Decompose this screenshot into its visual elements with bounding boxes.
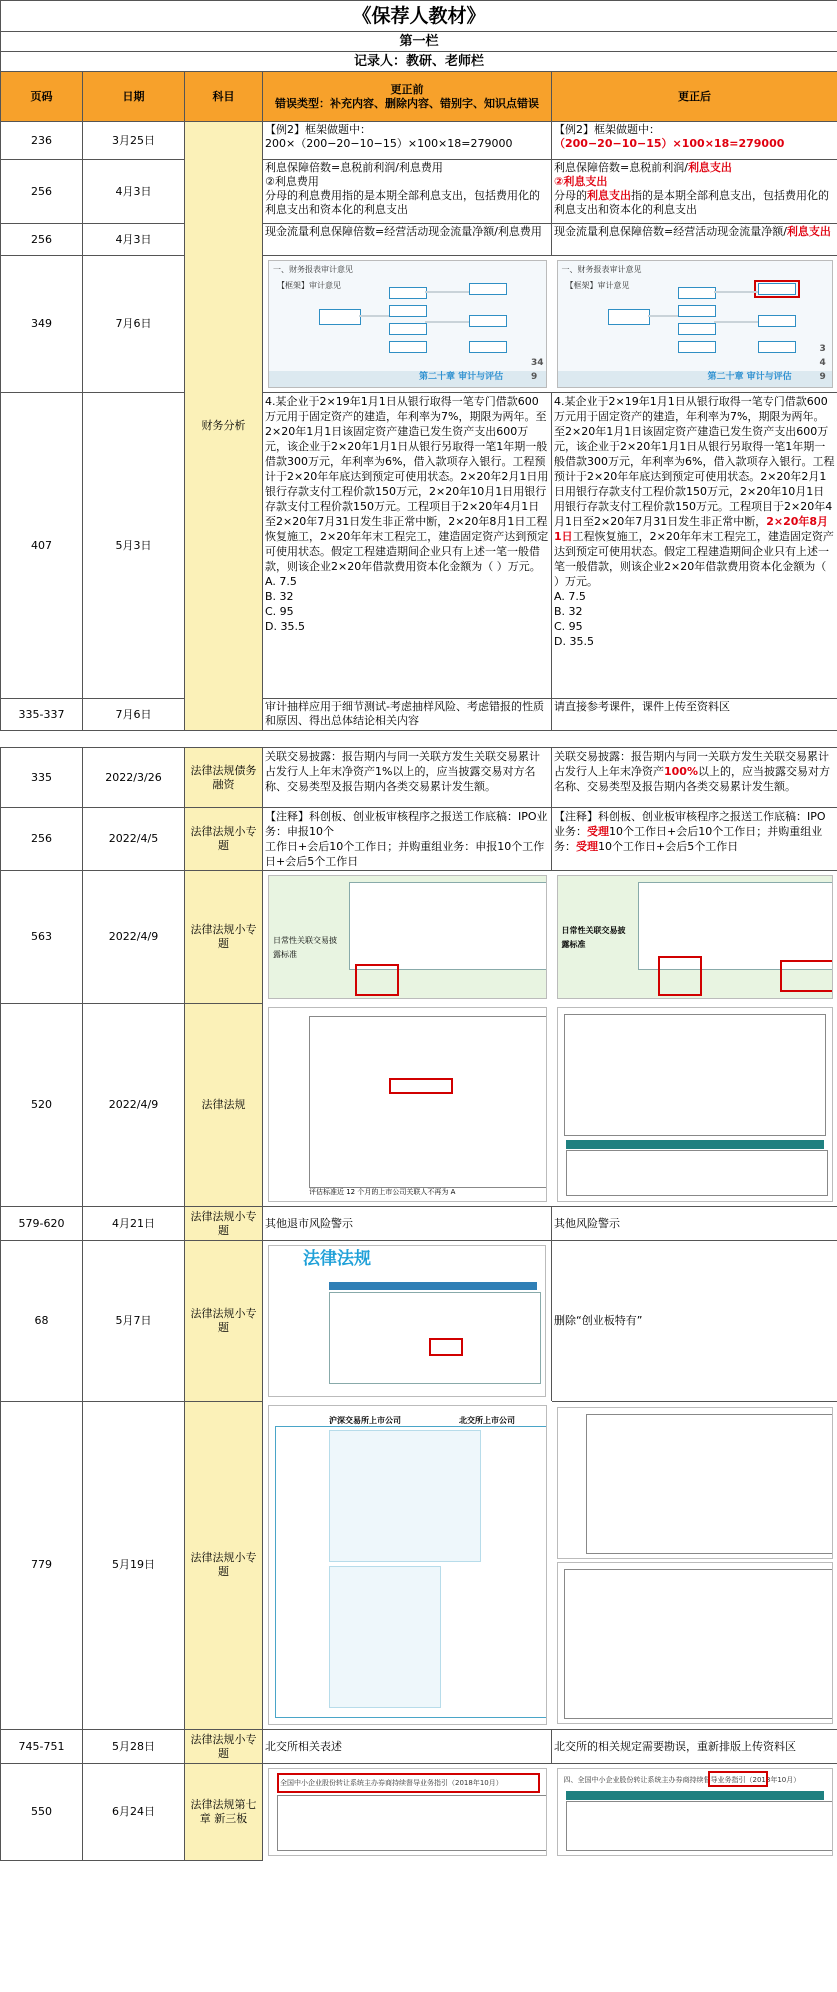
after-red-text: 100% — [664, 765, 698, 778]
recorder-label: 记录人：教研、老师栏 — [1, 52, 837, 72]
highlight-box — [355, 964, 399, 996]
cell-page: 520 — [1, 1003, 83, 1207]
cell-date: 2022/4/9 — [83, 1003, 185, 1207]
after-text: 利息保障倍数=息税前利润/ — [554, 161, 688, 174]
screenshot-table-header — [329, 1282, 537, 1290]
diagram-connector — [359, 315, 389, 317]
cell-after-image — [552, 1764, 837, 1861]
table-row — [1, 808, 837, 871]
screenshot-title: 全国中小企业股份转让系统主办券商持续督导业务指引（2018年10月） — [277, 1773, 540, 1793]
document-screenshot — [268, 1405, 547, 1725]
diagram-node — [389, 287, 427, 299]
after-text: 指的是本期全部利息支出，包括费用化的利息支出和资本化的利息支出 — [554, 189, 829, 216]
screenshot-cell — [329, 1430, 481, 1562]
cell-after — [552, 748, 837, 808]
table-row — [1, 122, 837, 160]
cell-page: 256 — [1, 224, 83, 256]
cell-date: 5月28日 — [83, 1730, 185, 1764]
page-number-caption: 349 — [819, 344, 826, 382]
after-text: 10个工作日+会后10个工作日；并购重组业务： — [554, 825, 823, 853]
diagram-node — [389, 323, 427, 335]
cell-date: 4月21日 — [83, 1207, 185, 1241]
cell-after: 其他风险警示 — [552, 1207, 837, 1241]
screenshot-title: 四、全国中小企业股份转让系统主办券商持续督导业务指引（2018年10月） — [563, 1776, 801, 1784]
diagram-node — [319, 309, 361, 325]
cell-before: 关联交易披露：报告期内与同一关联方发生关联交易累计占发行人上年末净资产1%以上的，应当披露交易对方名称、交易类型及报告期内各类交易累计发生额。 — [263, 748, 552, 808]
cell-page: 236 — [1, 122, 83, 160]
cell-after — [552, 393, 837, 699]
question-text: 4.某企业于2×19年1月1日从银行取得一笔专门借款600万元用于固定资产的建造，年利率为7%，期限为两年。至2×20年1月1日该固定资产建造已发生资产支出600万元，该企业于2×20年1月1日从银行另取得一笔1年期一般借款300万元，年利率为6%，借入款项存入银行。工程预计于2×20年年底达到预定可使用状态。2×20年2月1日用银行存款支付工程价款150万元，2×20年10月1日用银行存款支付工程价款150万元。工程项目于2×20年4月1日至2×20年7月31日发生非正常中断，2×20年8月1日工程恢复施工，2×20年年末工程完工，建造固定资产达到预定可使用状态。假定工程建造期间企业只有上述一笔一般借款，则该企业2×20年借款费用资本化金额为（ ）万元。 — [265, 395, 549, 573]
document-screenshot — [557, 1562, 833, 1724]
cell-page: 335 — [1, 748, 83, 808]
cell-before-image — [263, 1764, 552, 1861]
question-text — [554, 394, 835, 589]
cell-date: 7月6日 — [83, 256, 185, 393]
after-red-text: 利息支出 — [587, 189, 631, 202]
cell-page: 579-620 — [1, 1207, 83, 1241]
cell-page: 779 — [1, 1401, 83, 1730]
after-red-text: 受理 — [587, 825, 609, 838]
cell-before: 其他退市风险警示 — [263, 1207, 552, 1241]
after-red-text: （200−20−10−15）×100×18=279000 — [554, 137, 785, 150]
screenshot-cell — [329, 1566, 441, 1708]
highlight-box — [429, 1338, 463, 1356]
diagram-connector — [425, 321, 469, 323]
cell-date: 4月3日 — [83, 160, 185, 224]
header-before — [263, 72, 552, 122]
option-d: D. 35.5 — [265, 620, 305, 633]
after-text: 分母的 — [554, 189, 587, 202]
table-row — [1, 748, 837, 808]
option-a: A. 7.5 — [265, 575, 297, 588]
cell-page: 335-337 — [1, 699, 83, 731]
after-text: 现金流量利息保障倍数=经营活动现金流量净额/ — [554, 225, 787, 238]
document-screenshot — [268, 1768, 547, 1856]
screenshot-table — [564, 1014, 826, 1136]
cell-after — [552, 808, 837, 871]
cell-page: 68 — [1, 1241, 83, 1402]
cell-after: 请直接参考课件，课件上传至资料区 — [552, 699, 837, 731]
banner-title: 法律法规 — [303, 1249, 371, 1269]
screenshot-table — [566, 1801, 833, 1851]
cell-before-image — [263, 1003, 552, 1207]
cell-date: 3月25日 — [83, 122, 185, 160]
screenshot-table-header — [566, 1140, 824, 1149]
after-red-text: 2×20年8月1日 — [554, 515, 829, 543]
cell-after — [552, 122, 837, 160]
cell-after — [552, 224, 837, 256]
diagram-node — [389, 305, 427, 317]
cell-date: 2022/4/9 — [83, 871, 185, 1004]
cell-subject: 法律法规第七章 新三板 — [185, 1764, 263, 1861]
cell-page: 550 — [1, 1764, 83, 1861]
after-red-text: ②利息支出 — [554, 175, 608, 188]
after-text: 以上的，应当披露交易对方名称、交易类型及报告期内各类交易累计发生额。 — [554, 765, 830, 793]
cell-date: 5月3日 — [83, 393, 185, 699]
highlight-box — [780, 960, 833, 992]
screenshot-table — [586, 1414, 833, 1554]
cell-date: 7月6日 — [83, 699, 185, 731]
screenshot-table — [564, 1569, 833, 1719]
after-text: 4.某企业于2×19年1月1日从银行取得一笔专门借款600万元用于固定资产的建造，年利率为7%，期限为两年。至2×20年1月1日该固定资产建造已发生资产支出600万元，该企业于2×20年1月1日从银行另取得一笔1年期一般借款300万元，年利率为6%，借入款项存入银行。工程预计于2×20年年底达到预定可使用状态。2×20年2月1日用银行存款支付工程价款150万元，2×20年10月1日用银行存款支付工程价款150万元。工程项目于2×20年4月1日至2×20年7月31日发生非正常中断， — [554, 395, 835, 528]
table-row — [1, 256, 837, 393]
document-screenshot — [268, 1007, 547, 1202]
cell-before-image — [263, 871, 552, 1004]
cell-before-image — [263, 256, 552, 393]
diagram-connector — [425, 291, 469, 293]
after-text: 【例2】框架做题中： — [554, 123, 660, 136]
cell-before: 【例2】框架做题中： 200×（200−20−10−15）×100×18=279000 — [263, 122, 552, 160]
screenshot-label: 日常性关联交易披露标准 — [273, 936, 337, 959]
table-row — [1, 871, 837, 1004]
cell-subject: 法律法规小专题 — [185, 1241, 263, 1402]
cell-after: 北交所的相关规定需要勘误，重新排版上传资料区 — [552, 1730, 837, 1764]
screenshot-col-header: 北交所上市公司 — [459, 1416, 515, 1425]
table-screenshot — [268, 875, 547, 999]
screenshot-heading: 一、财务报表审计意见 — [273, 265, 353, 274]
table-row — [1, 1207, 837, 1241]
table-row — [1, 1730, 837, 1764]
diagram-connector — [648, 315, 678, 317]
after-red-text: 利息支出 — [786, 225, 831, 238]
diagram-connector — [714, 291, 758, 293]
option-c: C. 95 — [554, 620, 583, 633]
cell-before: 审计抽样应用于细节测试-考虑抽样风险、考虑错报的性质和原因、得出总体结论相关内容 — [263, 699, 552, 731]
cell-subject: 法律法规小专题 — [185, 1401, 263, 1730]
document-screenshot — [557, 1007, 833, 1202]
cell-before-image — [263, 1241, 552, 1402]
after-line — [554, 189, 835, 217]
cell-after-image — [552, 256, 837, 393]
after-text: 10个工作日+会后5个工作日 — [598, 840, 739, 853]
cell-page: 256 — [1, 808, 83, 871]
screenshot-table — [277, 1795, 547, 1851]
column-label: 第一栏 — [1, 32, 837, 52]
screenshot-frame: 【框架】审计意见 — [565, 281, 630, 290]
chapter-caption: 第二十章 审计与评估 — [419, 372, 504, 382]
cell-subject: 法律法规小专题 — [185, 808, 263, 871]
diagram-node — [469, 283, 507, 295]
diagram-node — [758, 341, 796, 353]
mindmap-screenshot — [268, 260, 547, 388]
cell-date: 2022/3/26 — [83, 748, 185, 808]
table-row — [1, 699, 837, 731]
cell-after-image — [552, 1401, 837, 1730]
diagram-node — [469, 341, 507, 353]
cell-subject: 法律法规小专题 — [185, 1730, 263, 1764]
cell-subject: 法律法规小专题 — [185, 871, 263, 1004]
cell-date: 5月19日 — [83, 1401, 185, 1730]
cell-before: 利息保障倍数=息税前利润/利息费用 ②利息费用 分母的利息费用指的是本期全部利息支出，包括费用化的利息支出和资本化的利息支出 — [263, 160, 552, 224]
screenshot-table — [566, 1150, 828, 1196]
option-b: B. 32 — [265, 590, 294, 603]
cell-page: 563 — [1, 871, 83, 1004]
cell-subject: 法律法规 — [185, 1003, 263, 1207]
cell-before: 现金流量利息保障倍数=经营活动现金流量净额/利息费用 — [263, 224, 552, 256]
chapter-caption: 第二十章 审计与评估 — [707, 372, 792, 382]
option-c: C. 95 — [265, 605, 294, 618]
cell-page: 407 — [1, 393, 83, 699]
table-screenshot — [557, 875, 833, 999]
screenshot-table — [309, 1016, 547, 1188]
screenshot-table — [349, 882, 547, 970]
after-text: 关联交易披露：报告期内与同一关联方发生关联交易累计占发行人上年末净资产 — [554, 750, 829, 778]
cell-before-image — [263, 1401, 552, 1730]
screenshot-frame: 【框架】审计意见 — [277, 281, 341, 290]
cell-before — [263, 393, 552, 699]
after-text: 【注释】科创板、创业板审核程序之报送工作底稿：IPO业务： — [554, 810, 826, 838]
cell-before: 北交所相关表述 — [263, 1730, 552, 1764]
option-d: D. 35.5 — [554, 635, 594, 648]
page-number-caption: 349 — [531, 358, 544, 382]
cell-page: 256 — [1, 160, 83, 224]
cell-after: 删除“创业板特有” — [552, 1241, 837, 1402]
table-row — [1, 1241, 837, 1402]
cell-page: 349 — [1, 256, 83, 393]
cell-date: 2022/4/5 — [83, 808, 185, 871]
subject-text: 财务分析 — [201, 419, 246, 432]
mindmap-screenshot — [557, 260, 833, 388]
highlight-box — [658, 956, 702, 996]
screenshot-footer — [269, 371, 546, 387]
diagram-node — [678, 323, 716, 335]
header-before-subtitle: 错误类型：补充内容、删除内容、错别字、知识点错误 — [275, 96, 539, 110]
header-subject: 科目 — [185, 72, 263, 122]
screenshot-label: 日常性关联交易披露标准 — [561, 926, 626, 949]
table-row — [1, 393, 837, 699]
option-b: B. 32 — [554, 605, 583, 618]
cell-subject: 法律法规小专题 — [185, 1207, 263, 1241]
cell-page: 745-751 — [1, 1730, 83, 1764]
document-screenshot — [557, 1768, 833, 1856]
diagram-node — [469, 315, 507, 327]
document-screenshot — [557, 1407, 833, 1559]
table-row — [1, 1401, 837, 1730]
section-gap — [1, 731, 837, 748]
cell-after-image — [552, 1003, 837, 1207]
cell-after — [552, 160, 837, 224]
diagram-node — [678, 305, 716, 317]
table-row — [1, 1003, 837, 1207]
after-red-text: 受理 — [576, 840, 598, 853]
cell-subject — [185, 122, 263, 731]
diagram-node — [608, 309, 650, 325]
screenshot-col-header: 沪深交易所上市公司 — [329, 1416, 401, 1425]
highlight-box — [708, 1771, 768, 1787]
table-row — [1, 1764, 837, 1861]
cell-after-image — [552, 871, 837, 1004]
option-a: A. 7.5 — [554, 590, 586, 603]
header-page: 页码 — [1, 72, 83, 122]
document-screenshot — [268, 1245, 546, 1397]
highlight-box — [754, 280, 800, 298]
cell-before: 【注释】科创板、创业板审核程序之报送工作底稿：IPO业务：申报10个 工作日+会后10个工作日；并购重组业务：申报10个工作日+会后5个工作日 — [263, 808, 552, 871]
document-title: 《保荐人教材》 — [1, 1, 837, 32]
after-red-text: 利息支出 — [687, 161, 732, 174]
highlight-box — [389, 1078, 453, 1094]
header-after: 更正后 — [552, 72, 837, 122]
screenshot-heading: 一、财务报表审计意见 — [561, 265, 642, 274]
header-before-title: 更正前 — [390, 82, 424, 96]
after-text: 工程恢复施工，2×20年年末工程完工，建造固定资产达到预定可使用状态。假定工程建造期间企业只有上述一笔一般借款，则该企业2×20年借款费用资本化金额为（ ）万元。 — [554, 530, 834, 588]
screenshot-table-header — [566, 1791, 824, 1800]
screenshot-footnote: 评估标准近 12 个月的上市公司关联人不再为 A — [309, 1188, 456, 1196]
diagram-connector — [714, 321, 758, 323]
diagram-node — [678, 287, 716, 299]
cell-date: 5月7日 — [83, 1241, 185, 1402]
table-row — [1, 160, 837, 224]
diagram-node — [678, 341, 716, 353]
cell-date: 4月3日 — [83, 224, 185, 256]
table-row — [1, 224, 837, 256]
diagram-node — [758, 315, 796, 327]
header-date: 日期 — [83, 72, 185, 122]
cell-date: 6月24日 — [83, 1764, 185, 1861]
cell-subject: 法律法规债务融资 — [185, 748, 263, 808]
after-line — [554, 161, 835, 175]
diagram-node — [389, 341, 427, 353]
